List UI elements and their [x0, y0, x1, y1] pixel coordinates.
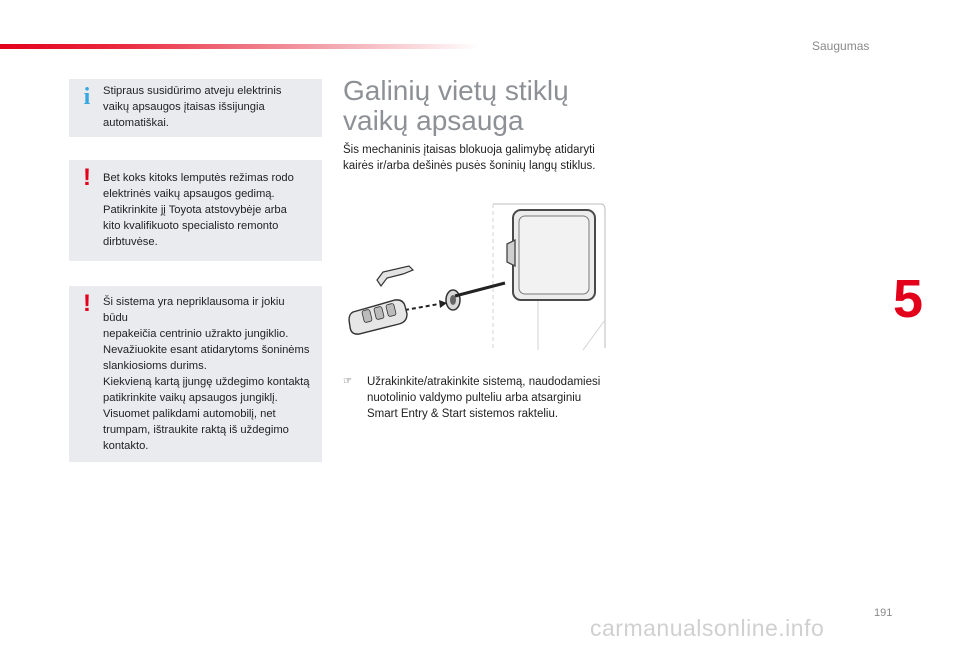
warning-icon: ! [83, 164, 91, 191]
info-icon: i [83, 84, 91, 110]
section-title: Saugumas [812, 39, 870, 53]
intro-paragraph: Šis mechaninis įtaisas blokuoja galimybę atidaryti kairės ir/arba dešinės pusės šoninių langų stiklus. [343, 144, 596, 172]
instruction-step [343, 374, 608, 422]
instruction-step-text: Užrakinkite/atrakinkite sistemą, naudodamiesi nuotolinio valdymo pulteliu arba atsarginiu Smart Entry & Start sistemos rakteliu. [367, 376, 601, 420]
page-title: Galinių vietų stiklų vaikų apsauga [343, 75, 569, 136]
warning-notice-independence [69, 286, 322, 462]
child-lock-illustration [343, 200, 608, 360]
pointing-hand-icon: ☞ [343, 376, 352, 387]
watermark: carmanualsonline.info [590, 615, 825, 641]
info-notice-text: Stipraus susidūrimo atveju elektrinis vaikų apsaugos įtaisas išsijungia automatiškai. [103, 85, 282, 129]
chapter-number: 5 [893, 269, 924, 329]
header-accent-stripe [0, 44, 480, 49]
warning-notice-fault [69, 160, 322, 261]
warning-notice-text: Bet koks kitoks lemputės režimas rodo elektrinės vaikų apsaugos gedimą. Patikrinkite jį Toyota atstovybėje arba kito kvalifikuoto specialisto remonto dirbtuvėse. [103, 172, 294, 248]
page-number: 191 [874, 607, 893, 619]
warning-icon: ! [83, 290, 91, 317]
warning-notice-text: Ši sistema yra nepriklausoma ir jokiu būdu nepakeičia centrinio užrakto jungiklio. Nevažiuokite esant atidarytoms šoninėms slankiosioms durims. Kiekvieną kartą įjungę uždegimo kontaktą patikrinkite vaikų apsaugos jungiklį. Visuomet palikdami automobilį, net trumpam, ištraukite raktą iš uždegimo kontakto. [103, 296, 310, 452]
info-notice [69, 79, 322, 137]
